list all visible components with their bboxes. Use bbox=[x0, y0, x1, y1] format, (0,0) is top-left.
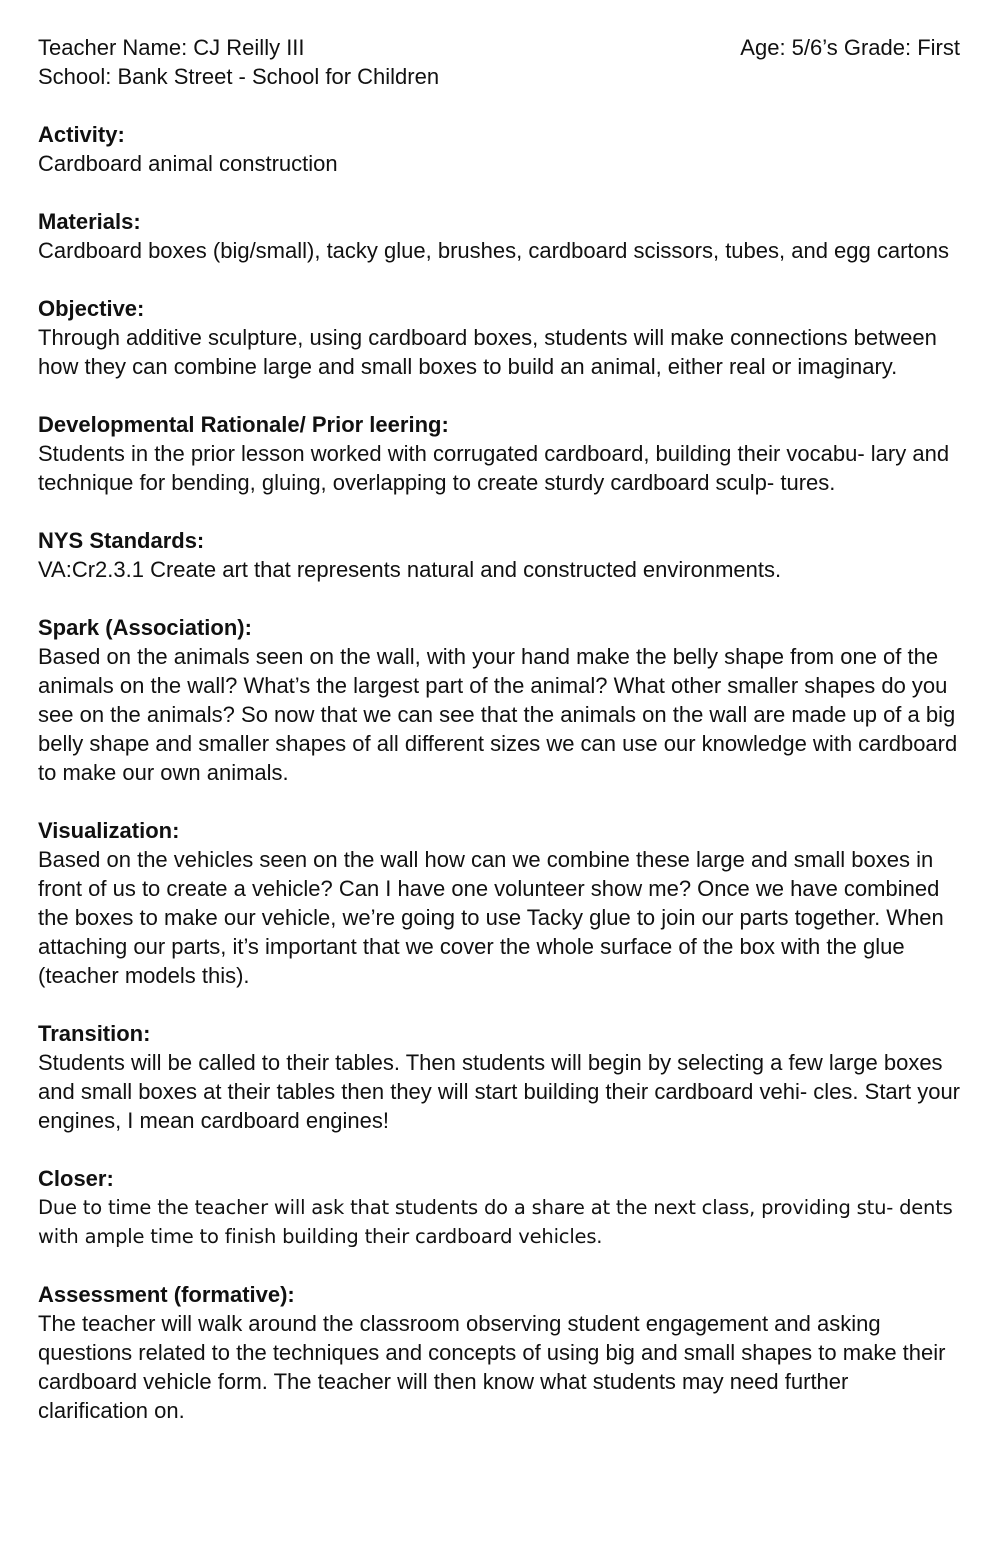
objective-heading: Objective: bbox=[38, 296, 145, 321]
section-materials bbox=[38, 207, 960, 265]
rationale-text: Students in the prior lesson worked with corrugated cardboard, building their vocabu- lary and technique for bending, gluing, overlapping to create sturdy cardboard sculp- tures. bbox=[38, 441, 950, 495]
closer-text: Due to time the teacher will ask that students do a share at the next class, providing stu- dents with ample time to finish building their cardboard vehicles. bbox=[38, 1196, 953, 1248]
transition-heading: Transition: bbox=[38, 1021, 151, 1046]
closer-heading: Closer: bbox=[38, 1166, 114, 1191]
rationale-heading: Developmental Rationale/ Prior leering: bbox=[38, 412, 449, 437]
spark-heading: Spark (Association): bbox=[38, 615, 252, 640]
lesson-plan-page bbox=[38, 33, 960, 1425]
section-spark bbox=[38, 613, 960, 787]
section-objective bbox=[38, 294, 960, 381]
assessment-text: The teacher will walk around the classroom observing student engagement and asking questions related to the techniques and concepts of using big and small shapes to make their cardboard vehicle form. The teacher will then know what students may need further clarification on. bbox=[38, 1311, 946, 1423]
section-rationale bbox=[38, 410, 960, 497]
assessment-heading: Assessment (formative): bbox=[38, 1282, 295, 1307]
objective-text: Through additive sculpture, using cardboard boxes, students will make connections between how they can combine large and small boxes to build an animal, either real or imaginary. bbox=[38, 325, 937, 379]
teacher-name: Teacher Name: CJ Reilly III bbox=[38, 35, 305, 60]
activity-text: Cardboard animal construction bbox=[38, 151, 338, 176]
materials-heading: Materials: bbox=[38, 209, 141, 234]
section-closer bbox=[38, 1164, 960, 1251]
activity-heading: Activity: bbox=[38, 122, 125, 147]
section-assessment bbox=[38, 1280, 960, 1425]
materials-text: Cardboard boxes (big/small), tacky glue, brushes, cardboard scissors, tubes, and egg cartons bbox=[38, 238, 950, 263]
visualization-heading: Visualization: bbox=[38, 818, 180, 843]
standards-heading: NYS Standards: bbox=[38, 528, 205, 553]
section-visualization bbox=[38, 816, 960, 990]
standards-text: VA:Cr2.3.1 Create art that represents natural and constructed environments. bbox=[38, 557, 782, 582]
spark-text: Based on the animals seen on the wall, with your hand make the belly shape from one of the animals on the wall? What’s the largest part of the animal? What other smaller shapes do you see on the animals? So now that we can see that the animals on the wall are made up of a big belly shape and smaller shapes of all different sizes we can use our knowledge with cardboard to make our own animals. bbox=[38, 644, 958, 785]
section-transition bbox=[38, 1019, 960, 1135]
section-activity bbox=[38, 120, 960, 178]
visualization-text: Based on the vehicles seen on the wall how can we combine these large and small boxes in front of us to create a vehicle? Can I have one volunteer show me? Once we have combined the boxes to make our vehicle, we’re going to use Tacky glue to join our parts together. When attaching our parts, it’s important that we cover the whole surface of the box with the glue (teacher models this). bbox=[38, 847, 944, 988]
header-row bbox=[38, 33, 960, 62]
age-grade: Age: 5/6’s Grade: First bbox=[740, 35, 960, 60]
section-standards bbox=[38, 526, 960, 584]
school-name: School: Bank Street - School for Children bbox=[38, 64, 440, 89]
transition-text: Students will be called to their tables. Then students will begin by selecting a few large boxes and small boxes at their tables then they will start building their cardboard vehi- cles. Start your engines, I mean cardboard engines! bbox=[38, 1050, 961, 1133]
